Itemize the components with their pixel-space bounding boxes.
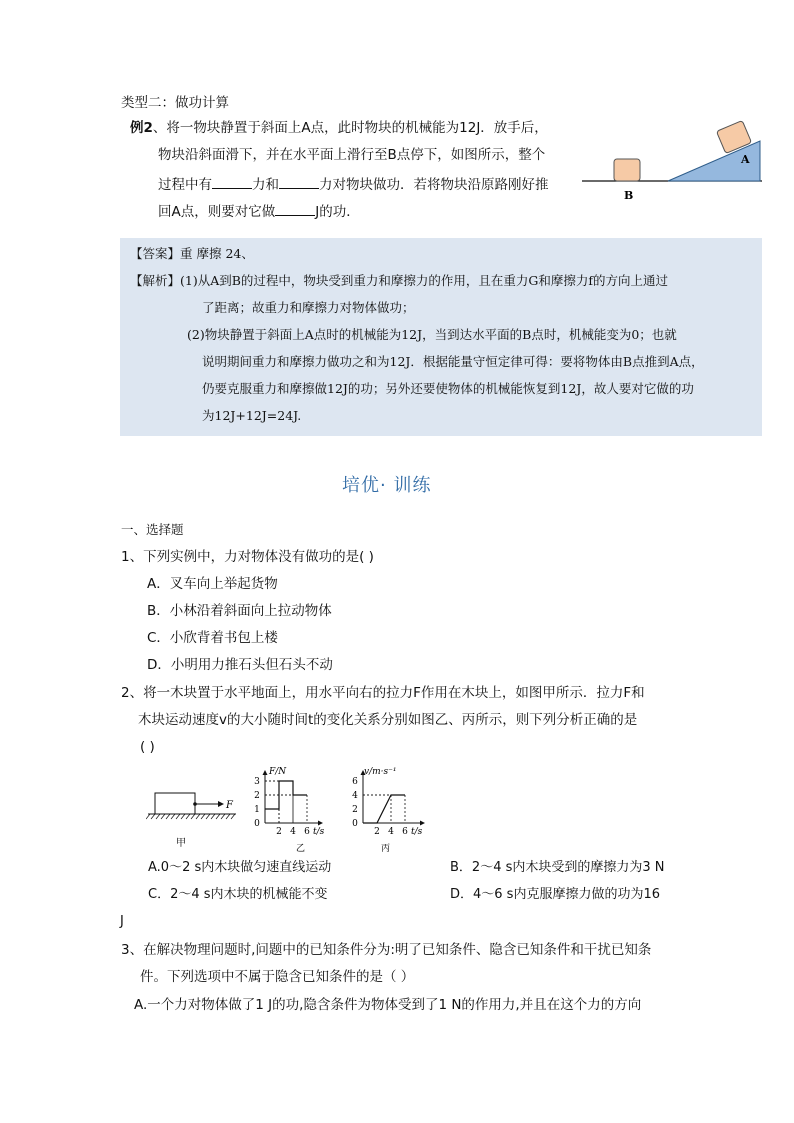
figure-jia xyxy=(146,780,242,852)
q3-line2: 件。下列选项中不属于隐含已知条件的是（ ） xyxy=(140,969,415,985)
q1-option-a: A．叉车向上举起货物 xyxy=(147,576,278,592)
graph-yi-x-tick-label: 4 xyxy=(290,827,296,837)
graph-bing-y-tick-label: 4 xyxy=(352,791,358,801)
q2-line1: 2、将一木块置于水平地面上，用水平向右的拉力F作用在木块上，如图甲所示．拉力F和 xyxy=(121,685,645,701)
graph-yi-y-tick-label: 3 xyxy=(254,777,260,787)
graph-bing-y-tick-label: 6 xyxy=(352,777,358,787)
example2-line2: 物块沿斜面滑下，并在水平面上滑行至B点停下，如图所示，整个 xyxy=(158,147,546,163)
graph-yi-x-axis-label: t/s xyxy=(313,827,325,837)
analysis-line5: 仍要克服重力和摩擦做12J的功；另外还要使物体的机械能恢复到12J，故人要对它做的功 xyxy=(202,381,694,396)
graph-bing-caption: 丙 xyxy=(381,844,391,854)
graph-bing-x-arrow xyxy=(420,821,425,826)
answer-line: 【答案】重 摩擦 24、 xyxy=(130,246,254,261)
example2-text3b: 力和 xyxy=(252,177,279,193)
wood-block xyxy=(155,793,195,814)
graph-bing xyxy=(348,762,440,854)
force-arrowhead xyxy=(218,801,224,807)
graph-yi-y-arrow xyxy=(263,770,268,775)
example2-text1: 、将一物块静置于斜面上A点，此时物块的机械能为12J．放手后， xyxy=(152,120,548,136)
example2-line1 xyxy=(130,119,548,137)
floor-hatch xyxy=(146,814,235,819)
blank-1[interactable] xyxy=(212,174,252,189)
section-title: 培优· 训练 xyxy=(342,475,432,496)
q3-option-a: A.一个力对物体做了1 J的功,隐含条件为物体受到了1 N的作用力,并且在这个力的方向 xyxy=(134,997,642,1013)
q3-line1: 3、在解决物理问题时,问题中的已知条件分为:明了已知条件、隐含已知条件和干扰已知条 xyxy=(121,942,652,958)
q2-line3: ( ) xyxy=(140,739,155,755)
graph-bing-x-axis-label: t/s xyxy=(411,827,423,837)
blank-3[interactable] xyxy=(275,201,315,216)
graph-yi-caption: 乙 xyxy=(296,844,306,854)
q2-line2: 木块运动速度v的大小随时间t的变化关系分别如图乙、丙所示，则下列分析正确的是 xyxy=(138,712,638,728)
example2-text3a: 过程中有 xyxy=(158,177,212,193)
graph-yi-ylabel: F/N xyxy=(269,767,287,777)
graph-yi-x-tick-label: 2 xyxy=(276,827,282,837)
part1-title: 一、选择题 xyxy=(121,522,184,537)
graph-yi-y-tick-label: 1 xyxy=(254,805,260,815)
q2-option-b: B．2～4 s内木块受到的摩擦力为3 N xyxy=(450,860,665,875)
label-a: A xyxy=(741,153,750,166)
graph-bing-x-tick-label: 6 xyxy=(402,827,408,837)
incline-figure xyxy=(580,118,765,208)
blank-2[interactable] xyxy=(279,174,319,189)
q1-stem: 1、下列实例中，力对物体没有做功的是( ) xyxy=(121,549,374,565)
graph-bing-x-tick-label: 4 xyxy=(388,827,394,837)
graph-bing-x-tick-label: 2 xyxy=(374,827,380,837)
example2-label: 例2 xyxy=(130,120,153,136)
graph-yi-y-tick-label: 0 xyxy=(254,819,260,829)
example2-line4 xyxy=(158,201,360,221)
graph-yi-y-tick-label: 2 xyxy=(254,791,260,801)
graph-yi-x-arrow xyxy=(318,821,323,826)
graph-bing-y-tick-label: 2 xyxy=(352,805,358,815)
graph-yi-x-tick-label: 6 xyxy=(304,827,310,837)
example2-text4a: 回A点，则要对它做 xyxy=(158,204,276,220)
block-b xyxy=(614,159,640,181)
q1-option-b: B．小林沿着斜面向上拉动物体 xyxy=(147,603,332,619)
q2-option-d: D．4～6 s内克服摩擦力做的功为16 xyxy=(450,887,660,902)
q1-option-d: D．小明用力推石头但石头不动 xyxy=(147,657,333,673)
analysis-line4: 说明期间重力和摩擦力做功之和为12J．根据能量守恒定律可得：要将物体由B点推到A点， xyxy=(202,354,704,369)
analysis-line3: (2)物块静置于斜面上A点时的机械能为12J，当到达水平面的B点时，机械能变为0；也就 xyxy=(187,327,677,342)
analysis-line2: 了距离；故重力和摩擦力对物体做功； xyxy=(202,300,415,315)
example2-line3 xyxy=(158,174,549,194)
example2-text3c: 力对物块做功．若将物块沿原路刚好推 xyxy=(319,177,549,193)
analysis-line6: 为12J+12J=24J. xyxy=(202,408,302,423)
analysis-line1 xyxy=(130,272,668,290)
graph-bing-ylabel: v/m·s⁻¹ xyxy=(364,767,397,777)
q2-option-a: A.0～2 s内木块做匀速直线运动 xyxy=(148,860,332,875)
figure-jia-caption: 甲 xyxy=(176,838,186,849)
force-label: F xyxy=(226,800,233,811)
graph-bing-y-tick-label: 0 xyxy=(352,819,358,829)
q2-option-c: C．2～4 s内木块的机械能不变 xyxy=(148,887,328,902)
q2-option-d-cont: J xyxy=(120,914,124,929)
graph-bing-series-line xyxy=(363,795,405,823)
q1-option-c: C．小欣背着书包上楼 xyxy=(147,630,278,646)
label-b: B xyxy=(624,189,634,202)
example2-text4b: J的功． xyxy=(315,204,360,220)
type2-title: 类型二：做功计算 xyxy=(121,95,229,111)
graph-yi xyxy=(250,762,340,854)
analysis-label: 【解析】 xyxy=(130,273,181,288)
analysis-text1: (1)从A到B的过程中，物块受到重力和摩擦力的作用，且在重力G和摩擦力f的方向上通过 xyxy=(180,273,669,288)
